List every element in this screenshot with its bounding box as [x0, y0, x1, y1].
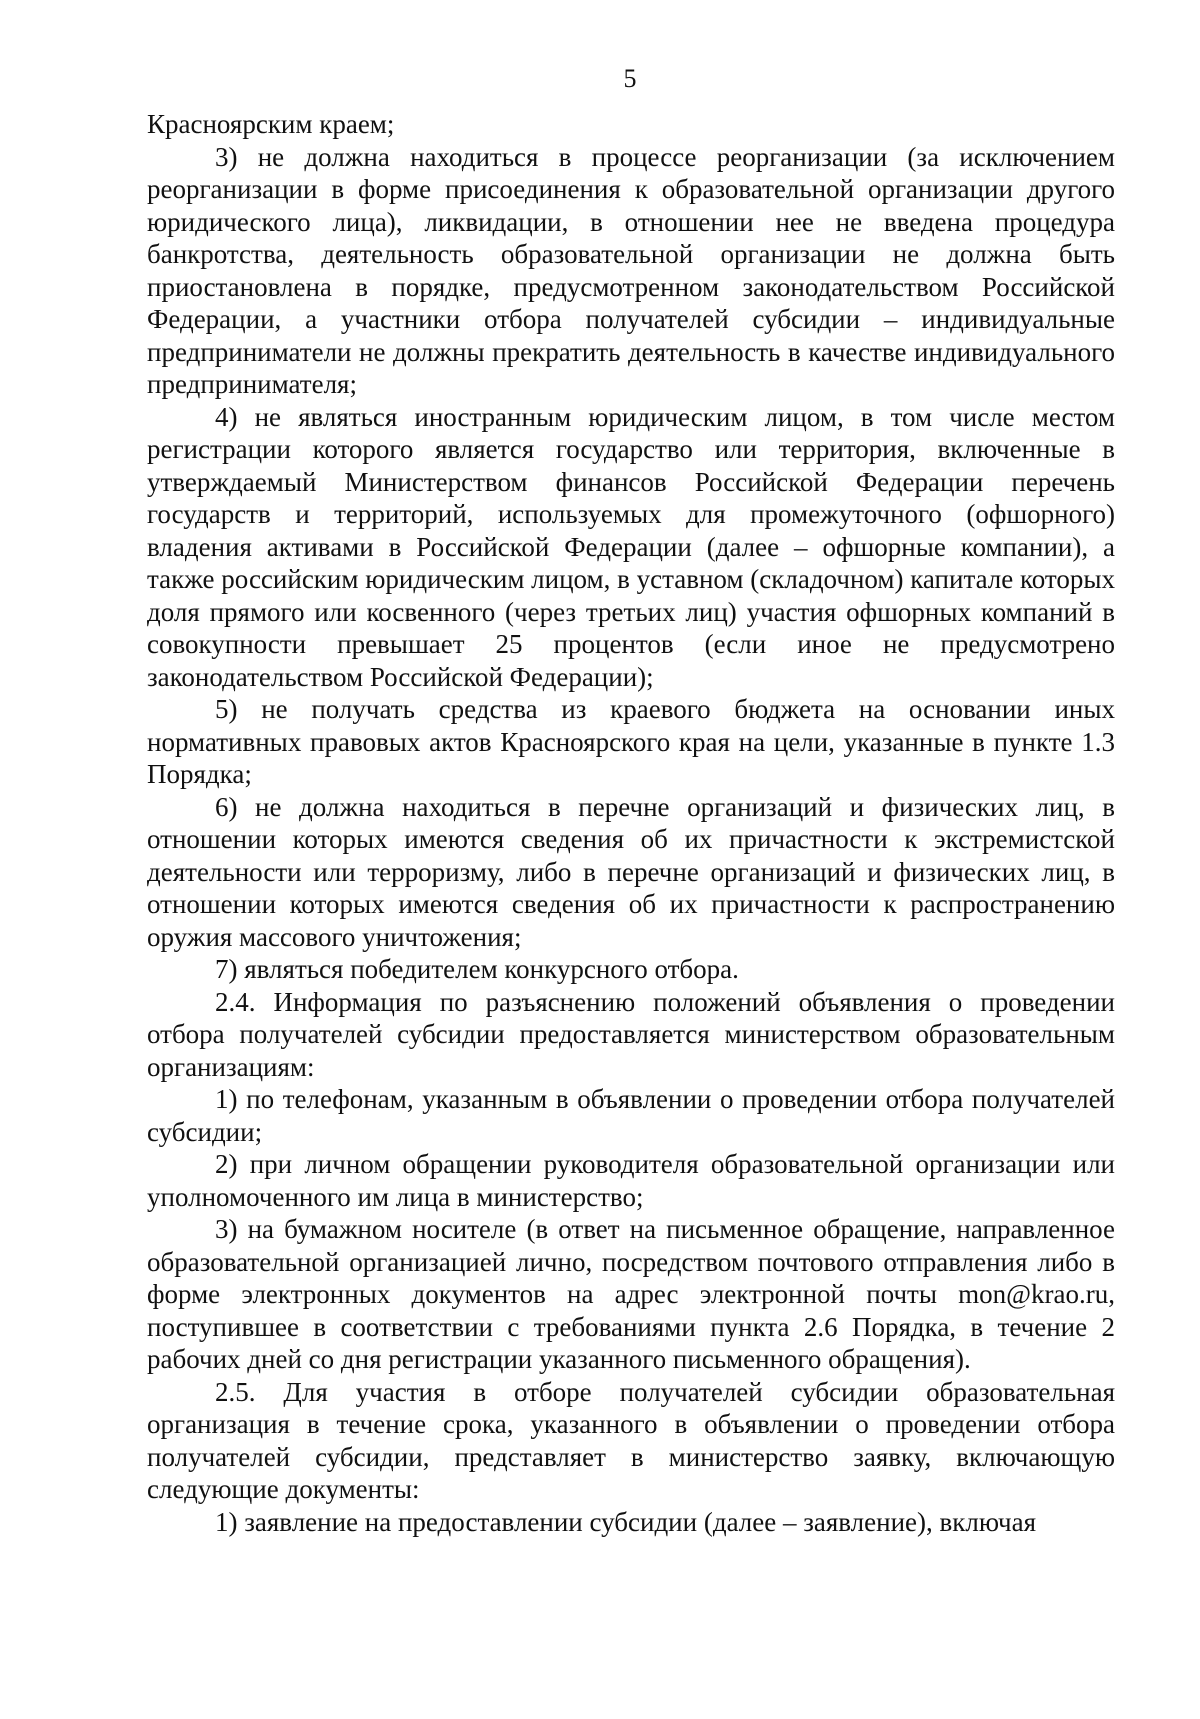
page-number: 5	[623, 64, 637, 93]
paragraph-2-4-item-1: 1) по телефонам, указанным в объявлении о проведении отбора получателей субсидии;	[147, 1084, 1115, 1147]
paragraph-item-7-winner: 7) являться победителем конкурсного отбора.	[215, 954, 739, 984]
paragraph-item-5-budget: 5) не получать средства из краевого бюджета на основании иных нормативных правовых актов Красноярского края на цели, указанные в пункте 1.3 Порядка;	[147, 694, 1115, 789]
document-body	[147, 108, 1115, 1538]
paragraph-section-2-4: 2.4. Информация по разъяснению положений объявления о проведении отбора получателей субсидии предоставляется министерством образовательным организациям:	[147, 986, 1115, 1082]
paragraph-section-2-5: 2.5. Для участия в отборе получателей субсидии образовательная организация в течение срока, указанного в объявлении о проведении отбора получателей субсидии, представляет в министерство заявку, включающую следующие документы:	[147, 1376, 1115, 1504]
paragraph-2-4-item-2: 2) при личном обращении руководителя образовательной организации или уполномоченного им лица в министерство;	[147, 1149, 1115, 1212]
paragraph-2-5-item-1: 1) заявление на предоставлении субсидии (далее – заявление), включая	[215, 1506, 1036, 1537]
paragraph-item-4-offshore: 4) не являться иностранным юридическим лицом, в том числе местом регистрации которого является государство или территория, включенные в утверждаемый Министерством финансов Российской Федерации перечень государств и территорий, используемых для промежуточного (офшорного) владения активами в Российской Федерации (далее – офшорные компании), а также российским юридическим лицом, в уставном (складочном) капитале которых доля прямого или косвенного (через третьих лиц) участия офшорных компаний в совокупности превышает 25 процентов (если иное не предусмотрено законодательством Российской Федерации);	[147, 401, 1115, 692]
paragraph-continuation: Красноярским краем;	[147, 109, 395, 139]
paragraph-item-6-extremism: 6) не должна находиться в перечне организаций и физических лиц, в отношении которых имеются сведения об их причастности к экстремистской деятельности или терроризму, либо в перечне организаций и физических лиц, в отношении которых имеются сведения об их причастности к распространению оружия массового уничтожения;	[147, 791, 1115, 952]
paragraph-item-3-reorganization: 3) не должна находиться в процессе реорганизации (за исключением реорганизации в форме присоединения к образовательной организации другого юридического лица), ликвидации, в отношении нее не введена процедура банкротства, деятельность образовательной организации не должна быть приостановлена в порядке, предусмотренном законодательством Российской Федерации, а участники отбора получателей субсидии – индивидуальные предприниматели не должны прекратить деятельность в качестве индивидуального предпринимателя;	[147, 141, 1115, 399]
paragraph-2-4-item-3: 3) на бумажном носителе (в ответ на письменное обращение, направленное образовательной организацией лично, посредством почтового отправления либо в форме электронных документов на адрес электронной почты mon@krao.ru, поступившее в соответствии с требованиями пункта 2.6 Порядка, в течение 2 рабочих дней со дня регистрации указанного письменного обращения).	[147, 1214, 1115, 1374]
